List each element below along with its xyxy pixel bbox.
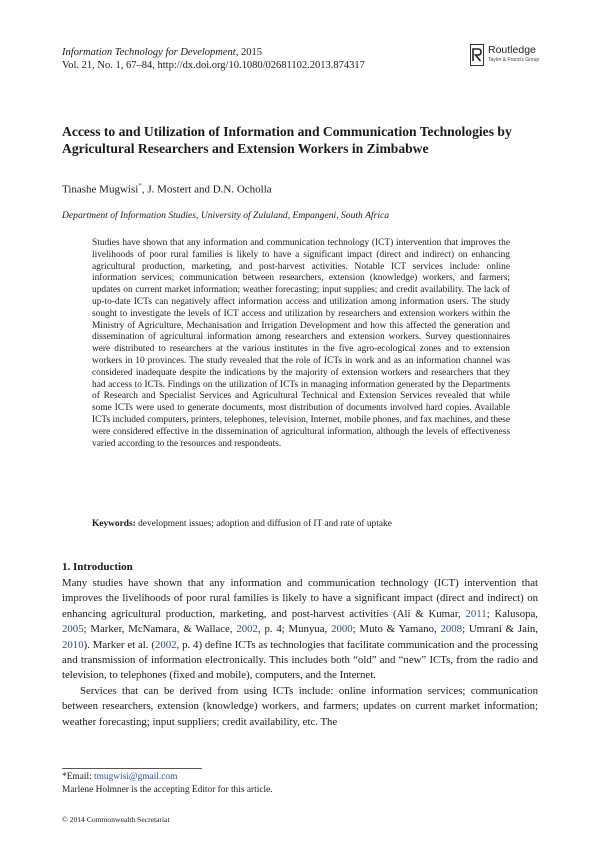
text-run: , p. 4) define ICTs as technologies that facilitate communication and the processing and transmission of information electronically. This includes both “old” and “new” ICTs, from the radio and television, to telephones (fixed and mobile), computers, and the Internet. <box>62 638 538 682</box>
text-run: ; Kalusopa, <box>486 607 538 620</box>
affiliation: Department of Information Studies, University of Zululand, Empangeni, South Africa <box>62 210 390 221</box>
citation-link[interactable]: 2002 <box>236 623 258 636</box>
journal-title-line <box>62 46 365 59</box>
text-run: Many studies have shown that any information and communication technology (ICT) intervention that improves the livelihoods of poor rural families is likely to have a significant impact (direct and indirect) on enhancing agricultural production, marketing, and post-harvest activities (Ali & Kumar, <box>62 577 538 620</box>
routledge-r-icon <box>470 44 484 66</box>
email-link[interactable]: tmugwisi@gmail.com <box>94 772 178 782</box>
author-first: Tinashe Mugwisi <box>62 183 139 196</box>
citation-link[interactable]: 2011 <box>465 607 487 620</box>
author-others: , J. Mostert and D.N. Ocholla <box>141 183 272 196</box>
text-run: , p. 4; Munyua, <box>257 623 332 636</box>
journal-name: Information Technology for Development <box>62 47 236 58</box>
footnote-email <box>62 771 273 784</box>
citation-link[interactable]: 2010 <box>62 638 84 651</box>
author-list <box>62 182 272 196</box>
keywords-label: Keywords: <box>92 519 136 529</box>
text-run: ; Muto & Yamano, <box>352 623 441 636</box>
footnote-divider <box>62 768 202 769</box>
citation-link[interactable]: 2008 <box>440 623 463 636</box>
abstract: Studies have shown that any information and communication technology (ICT) intervention that improves the livelihoods of poor rural families is likely to have a significant impact (direct and indirect) on enhancing agricultural production, marketing, and post-harvest activities. Notable ICT services include: online information services; communication between researchers, extension (knowledge) workers, and farmers; updates on current market information; weather forecasting; input supplies; and credit availability. The lack of up-to-date ICTs can negatively affect information access and utilization among information users. The study sought to investigate the levels of ICT access and utilization by researchers and extension workers within the Ministry of Agriculture, Mechanisation and Irrigation Development and how this affected the generation and dissemination of agricultural information among researchers and extension workers. Survey questionnaires were distributed to researchers at the various institutes in the five agro-ecological zones and to extension workers in 10 provinces. The study revealed that the role of ICTs in work and as an information channel was considered inadequate despite the indications by the majority of extension workers and researchers that they had access to ICTs. Findings on the utilization of ICTs in managing information generated by the Departments of Research and Specialist Services and Agricultural Technical and Extension Services revealed that while some ICTs were used to generate documents, most distribution of documents involved hard copies. Available ICTs included computers, printers, telephones, television, Internet, mobile phones, and fax machines, and these were considered effective in the dissemination of agricultural information, although the levels of effectiveness varied according to the resources and respondents. <box>92 238 510 449</box>
citation-link[interactable]: 2000 <box>331 623 353 636</box>
publisher-brand: Routledge <box>488 44 536 56</box>
keywords <box>92 518 512 530</box>
paragraph: Services that can be derived from using ICTs include: online information services; communication between researchers, extension (knowledge) workers, and farmers; updates on current market information; weather forecasting; input suppliers; credit availability, etc. The <box>62 684 538 728</box>
corresponding-author-mark[interactable]: * <box>138 182 142 190</box>
keywords-text: development issues; adoption and diffusion of IT and rate of uptake <box>135 519 392 529</box>
journal-year: , 2015 <box>235 47 262 58</box>
footnote-editor: Marlene Holmner is the accepting Editor for this article. <box>62 785 273 795</box>
citation-link[interactable]: 2002 <box>154 638 177 651</box>
text-run: ). Marker et al. ( <box>83 638 155 651</box>
body-text <box>62 576 538 730</box>
paragraph <box>62 576 538 684</box>
publisher-logo <box>470 44 550 68</box>
email-label: *Email: <box>62 772 95 782</box>
citation-line: Vol. 21, No. 1, 67–84, http://dx.doi.org/10.1080/02681102.2013.874317 <box>62 60 365 71</box>
publisher-subbrand: Taylor & Francis Group <box>488 57 540 63</box>
section-heading: 1. Introduction <box>62 561 133 573</box>
copyright-notice: © 2014 Commonwealth Secretariat <box>62 815 170 824</box>
text-run: ; Umrani & Jain, <box>462 623 538 636</box>
citation-link[interactable]: 2005 <box>62 623 84 636</box>
journal-header <box>62 46 365 72</box>
text-run: ; Marker, McNamara, & Wallace, <box>83 623 237 636</box>
article-title: Access to and Utilization of Information and Communication Technologies by Agricultural Researchers and Extension Workers in Zimbabwe <box>62 124 512 156</box>
footnotes <box>62 771 273 797</box>
